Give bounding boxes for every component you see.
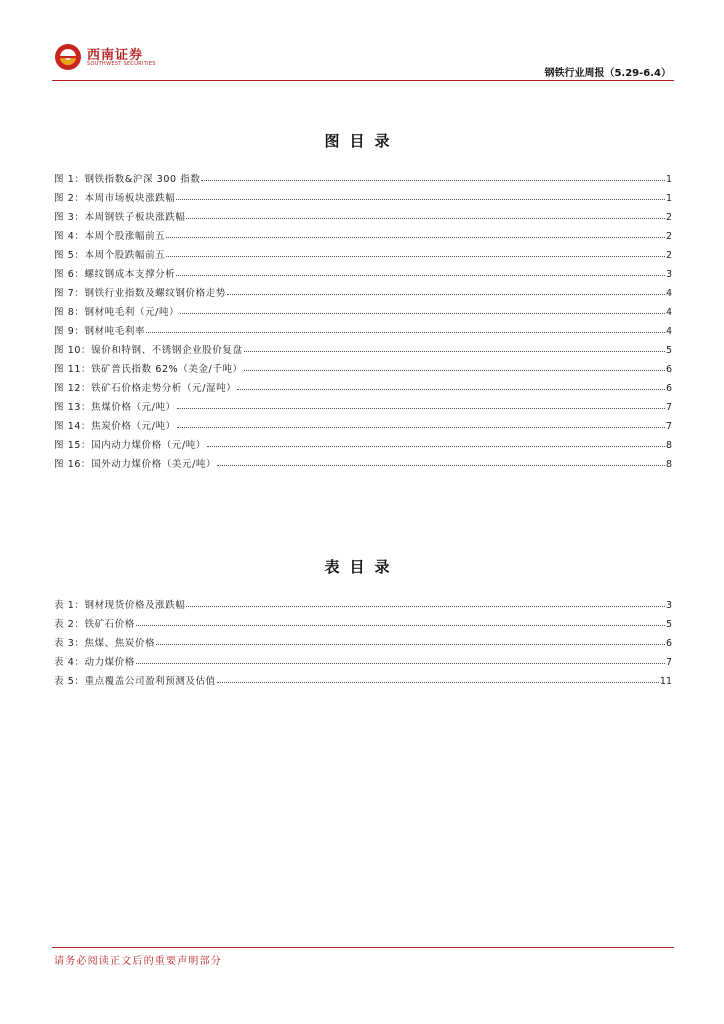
table-list: [54, 592, 672, 687]
figure-toc-entry-page-number: 8: [665, 459, 672, 470]
logo-english-text: SOUTHWEST SECURITIES: [87, 61, 156, 67]
figure-toc-entry-label: 图 14：焦炭价格（元/吨）: [54, 421, 176, 432]
figure-toc-entry-label: 图 8：钢材吨毛利（元/吨）: [54, 307, 180, 318]
table-toc-entry-page-number: 5: [665, 619, 672, 630]
figure-toc-entry-label: 图 2：本周市场板块涨跌幅: [54, 193, 176, 204]
figure-toc-entry-label: 图 10：镍价和特钢、不锈钢企业股价复盘: [54, 345, 243, 356]
figure-toc-entry-page-number: 8: [665, 440, 672, 451]
figure-toc-entry[interactable]: [54, 356, 672, 375]
figure-toc-entry-label: 图 12：铁矿石价格走势分析（元/湿吨）: [54, 383, 237, 394]
figure-toc-entry[interactable]: [54, 432, 672, 451]
table-toc-entry[interactable]: [54, 611, 672, 630]
dot-leader: [146, 331, 665, 333]
figure-toc-entry-page-number: 4: [665, 326, 672, 337]
dot-leader: [201, 179, 665, 181]
figure-toc-entry[interactable]: [54, 223, 672, 242]
dot-leader: [244, 369, 665, 371]
report-title: 钢铁行业周报（5.29-6.4）: [544, 68, 671, 79]
company-logo: [54, 43, 184, 75]
table-toc-entry-label: 表 3：焦煤、焦炭价格: [54, 638, 156, 649]
dot-leader: [176, 198, 665, 200]
table-toc-entry-page-number: 7: [665, 657, 672, 668]
dot-leader: [207, 445, 665, 447]
table-toc-entry-label: 表 5：重点覆盖公司盈利预测及估值: [54, 676, 216, 687]
table-toc-entry-label: 表 2：铁矿石价格: [54, 619, 135, 630]
figure-toc-entry[interactable]: [54, 299, 672, 318]
figure-toc-entry[interactable]: [54, 375, 672, 394]
figure-toc-entry-page-number: 7: [665, 402, 672, 413]
figure-toc-entry[interactable]: [54, 185, 672, 204]
table-toc-entry-label: 表 1：钢材现货价格及涨跌幅: [54, 600, 186, 611]
figure-toc-entry-page-number: 6: [665, 383, 672, 394]
figure-toc-entry-label: 图 3：本周钢铁子板块涨跌幅: [54, 212, 186, 223]
table-toc-entry[interactable]: [54, 630, 672, 649]
figure-toc-entry-page-number: 2: [665, 250, 672, 261]
figure-toc-entry[interactable]: [54, 261, 672, 280]
figure-toc-entry-label: 图 11：铁矿普氏指数 62%（美金/千吨）: [54, 364, 243, 375]
dot-leader: [217, 681, 659, 683]
table-toc-entry-page-number: 11: [659, 676, 672, 687]
figure-toc-entry[interactable]: [54, 337, 672, 356]
figure-toc-entry-label: 图 5：本周个股跌幅前五: [54, 250, 166, 261]
dot-leader: [136, 624, 665, 626]
table-toc-entry-label: 表 4：动力煤价格: [54, 657, 135, 668]
figure-toc-entry-label: 图 9：钢材吨毛利率: [54, 326, 146, 337]
figure-toc-entry[interactable]: [54, 451, 672, 470]
figure-toc-entry[interactable]: [54, 166, 672, 185]
figure-toc-entry[interactable]: [54, 280, 672, 299]
dot-leader: [180, 312, 665, 314]
dot-leader: [177, 426, 665, 428]
header-divider: [52, 80, 674, 81]
figure-toc-entry-label: 图 13：焦煤价格（元/吨）: [54, 402, 176, 413]
footer-divider: [52, 947, 674, 948]
figure-toc-entry-label: 图 7：钢铁行业指数及螺纹钢价格走势: [54, 288, 226, 299]
table-toc-entry-page-number: 3: [665, 600, 672, 611]
figure-toc-entry[interactable]: [54, 204, 672, 223]
table-toc-entry[interactable]: [54, 668, 672, 687]
dot-leader: [166, 236, 665, 238]
table-toc-entry[interactable]: [54, 592, 672, 611]
table-toc-entry[interactable]: [54, 649, 672, 668]
disclaimer-note: 请务必阅读正文后的重要声明部分: [54, 956, 222, 967]
dot-leader: [217, 464, 665, 466]
figure-toc-entry-page-number: 7: [665, 421, 672, 432]
dot-leader: [176, 274, 665, 276]
figure-toc-entry-page-number: 2: [665, 231, 672, 242]
dot-leader: [166, 255, 665, 257]
logo-chinese-text: 西南证券: [87, 48, 144, 63]
figure-toc-entry[interactable]: [54, 394, 672, 413]
figure-toc-entry-label: 图 6：螺纹钢成本支撑分析: [54, 269, 176, 280]
logo-emblem-icon: [54, 43, 82, 71]
figure-toc-entry-label: 图 16：国外动力煤价格（美元/吨）: [54, 459, 217, 470]
dot-leader: [244, 350, 665, 352]
figure-list-title: 图目录: [324, 132, 400, 150]
figure-toc-entry-label: 图 4：本周个股涨幅前五: [54, 231, 166, 242]
page-header: [0, 0, 724, 84]
dot-leader: [227, 293, 665, 295]
dot-leader: [136, 662, 665, 664]
figure-toc-entry-page-number: 2: [665, 212, 672, 223]
figure-list: [54, 166, 672, 470]
dot-leader: [177, 407, 665, 409]
figure-toc-entry-page-number: 4: [665, 288, 672, 299]
figure-toc-entry-page-number: 1: [665, 174, 672, 185]
table-toc-entry-page-number: 6: [665, 638, 672, 649]
figure-toc-entry[interactable]: [54, 242, 672, 261]
dot-leader: [156, 643, 665, 645]
figure-toc-entry-page-number: 6: [665, 364, 672, 375]
figure-toc-entry[interactable]: [54, 318, 672, 337]
figure-toc-entry-page-number: 3: [665, 269, 672, 280]
figure-toc-entry-label: 图 15：国内动力煤价格（元/吨）: [54, 440, 207, 451]
table-list-title: 表目录: [324, 558, 400, 576]
dot-leader: [237, 388, 665, 390]
dot-leader: [186, 217, 664, 219]
figure-toc-entry-page-number: 1: [665, 193, 672, 204]
figure-toc-entry-label: 图 1：钢铁指数&沪深 300 指数: [54, 174, 201, 185]
figure-toc-entry-page-number: 4: [665, 307, 672, 318]
figure-toc-entry-page-number: 5: [665, 345, 672, 356]
dot-leader: [186, 605, 664, 607]
figure-toc-entry[interactable]: [54, 413, 672, 432]
